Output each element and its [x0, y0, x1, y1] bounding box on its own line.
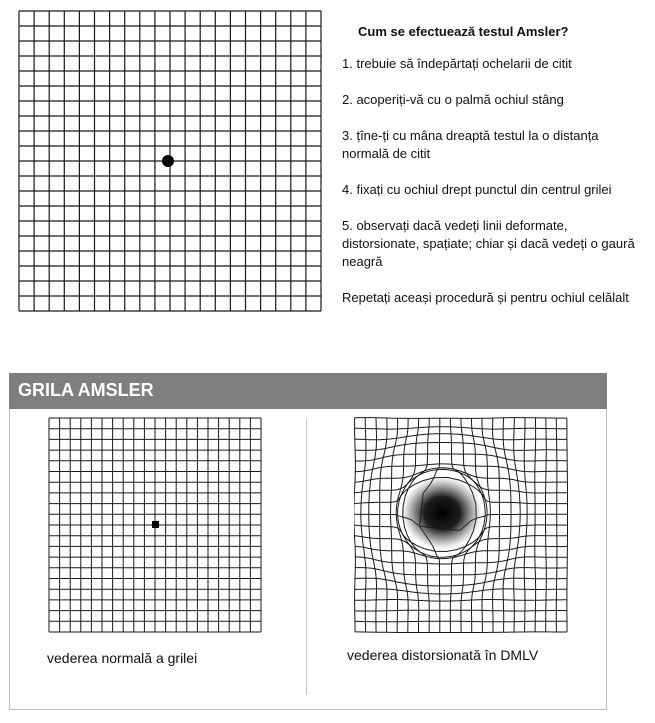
- distorted-grid-vline: [556, 418, 557, 632]
- instruction-repeat-note: Repetați aceași procedură și pentru ochiul celălalt: [342, 290, 629, 305]
- dark-blot: [402, 477, 482, 549]
- distorted-grid-vline: [493, 418, 500, 632]
- amsler-grid-large: [18, 10, 322, 312]
- instructions-title: Cum se efectuează testul Amsler?: [358, 24, 569, 39]
- caption-normal: vederea normală a grilei: [47, 650, 198, 666]
- instruction-step-3: 3. țîne-ți cu mâna dreaptă testul la o distanța normală de citit: [342, 128, 599, 161]
- section-banner: [9, 373, 607, 409]
- instruction-step-2: 2. acoperiți-vă cu o palmă ochiul stâng: [342, 92, 564, 107]
- instruction-step-1: 1. trebuie să îndepărtați ochelarii de citit: [342, 56, 572, 71]
- panel-divider: [306, 419, 307, 695]
- fixation-square: [152, 521, 159, 528]
- instruction-step-4: 4. fixați cu ochiul drept punctul din centrul grilei: [342, 182, 612, 197]
- amsler-grid-distorted: [354, 417, 568, 633]
- distorted-grid-vline: [391, 418, 398, 632]
- banner-title: GRILA AMSLER: [18, 380, 154, 400]
- caption-distorted: vederea distorsionată în DMLV: [347, 647, 539, 663]
- fixation-dot: [162, 155, 174, 167]
- instruction-step-5: 5. observați dacă vedeți linii deformate, distorsionate, spațiate; chiar și dacă vedeți o gaură neagră: [342, 218, 635, 269]
- amsler-grid-normal: [48, 417, 262, 633]
- distorted-grid-hline: [355, 468, 568, 483]
- distorted-grid-hline: [355, 427, 567, 429]
- distorted-grid-hline: [355, 464, 567, 472]
- distorted-grid-hline: [355, 557, 567, 564]
